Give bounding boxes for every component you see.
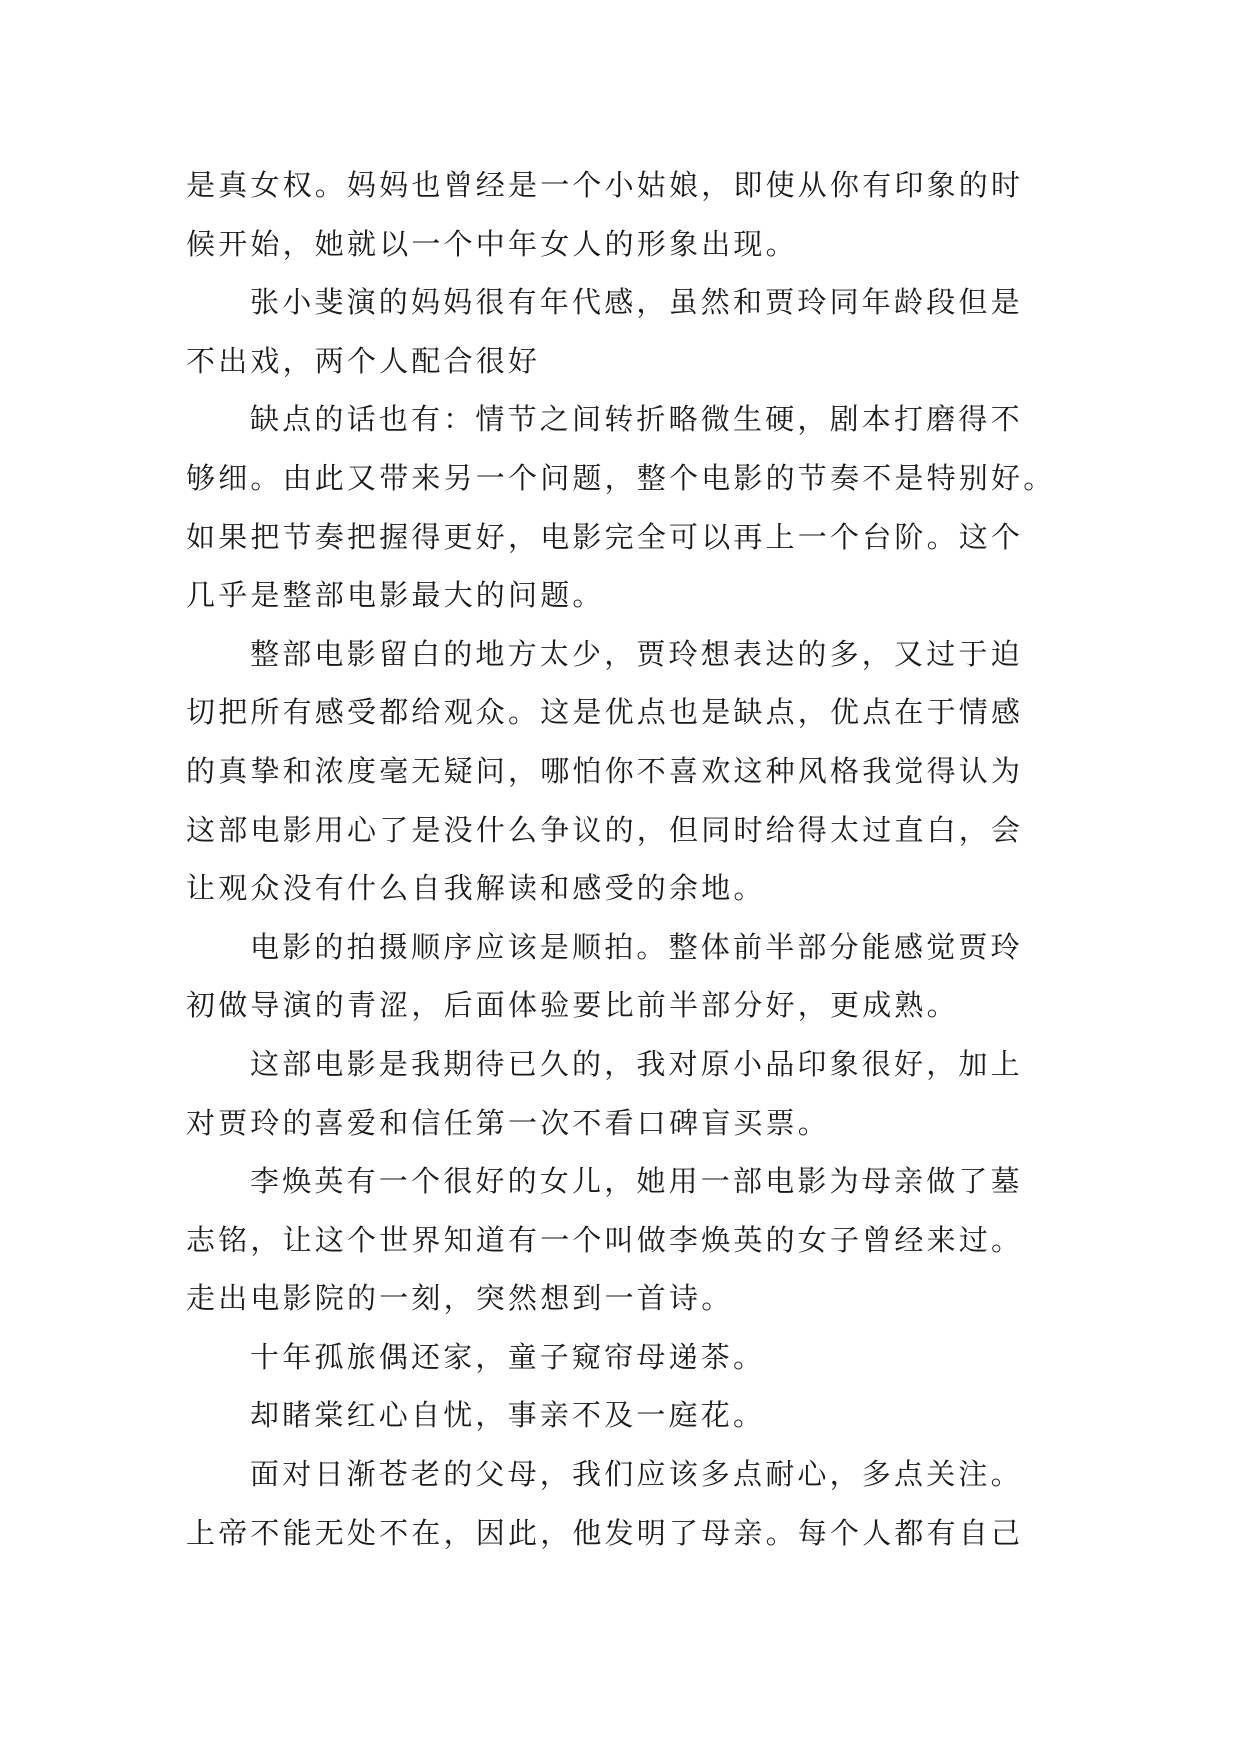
text-line: 不出戏，两个人配合很好 (186, 343, 541, 378)
document-body (186, 156, 1066, 1562)
text-line: 这部电影用心了是没什么争议的，但同时给得太过直白，会 (186, 812, 1024, 847)
text-line: 让观众没有什么自我解读和感受的余地。 (186, 871, 766, 906)
text-line: 够细。由此又带来另一个问题，整个电影的节奏不是特别好。 (186, 460, 1056, 495)
paragraph-2 (186, 273, 1066, 390)
text-line: 张小斐演的妈妈很有年代感，虽然和贾玲同年龄段但是 (250, 285, 1023, 320)
paragraph-7 (186, 1152, 1066, 1328)
text-line: 缺点的话也有：情节之间转折略微生硬，剧本打磨得不 (250, 402, 1023, 437)
text-line: 面对日渐苍老的父母，我们应该多点耐心，多点关注。 (250, 1457, 1023, 1492)
text-line: 对贾玲的喜爱和信任第一次不看口碑盲买票。 (186, 1105, 831, 1140)
paragraph-3 (186, 390, 1066, 624)
text-line: 十年孤旅偶还家，童子窥帘母递茶。 (250, 1339, 766, 1374)
text-line: 整部电影留白的地方太少，贾玲想表达的多，又过于迫 (250, 636, 1023, 671)
text-line: 如果把节奏把握得更好，电影完全可以再上一个台阶。这个 (186, 519, 1024, 554)
text-line: 上帝不能无处不在，因此，他发明了母亲。每个人都有自己 (186, 1515, 1024, 1550)
paragraph-10 (186, 1445, 1066, 1562)
text-line: 这部电影是我期待已久的，我对原小品印象很好，加上 (250, 1046, 1023, 1081)
text-line: 却睹棠红心自忧，事亲不及一庭花。 (250, 1398, 766, 1433)
text-line: 切把所有感受都给观众。这是优点也是缺点，优点在于情感 (186, 695, 1024, 730)
text-line: 李焕英有一个很好的女儿，她用一部电影为母亲做了墓 (250, 1164, 1023, 1199)
text-line: 电影的拍摄顺序应该是顺拍。整体前半部分能感觉贾玲 (250, 929, 1023, 964)
paragraph-4 (186, 625, 1066, 918)
text-line: 走出电影院的一刻，突然想到一首诗。 (186, 1281, 734, 1316)
poem-line-1 (186, 1328, 1066, 1387)
paragraph-6 (186, 1035, 1066, 1152)
paragraph-5 (186, 918, 1066, 1035)
text-line: 候开始，她就以一个中年女人的形象出现。 (186, 226, 798, 261)
text-line: 的真挚和浓度毫无疑问，哪怕你不喜欢这种风格我觉得认为 (186, 753, 1024, 788)
poem-line-2 (186, 1386, 1066, 1445)
text-line: 是真女权。妈妈也曾经是一个小姑娘，即使从你有印象的时 (186, 168, 1024, 202)
paragraph-1 (186, 156, 1066, 273)
text-line: 志铭，让这个世界知道有一个叫做李焕英的女子曾经来过。 (186, 1222, 1024, 1257)
text-line: 初做导演的青涩，后面体验要比前半部分好，更成熟。 (186, 988, 959, 1023)
text-line: 几乎是整部电影最大的问题。 (186, 578, 605, 613)
